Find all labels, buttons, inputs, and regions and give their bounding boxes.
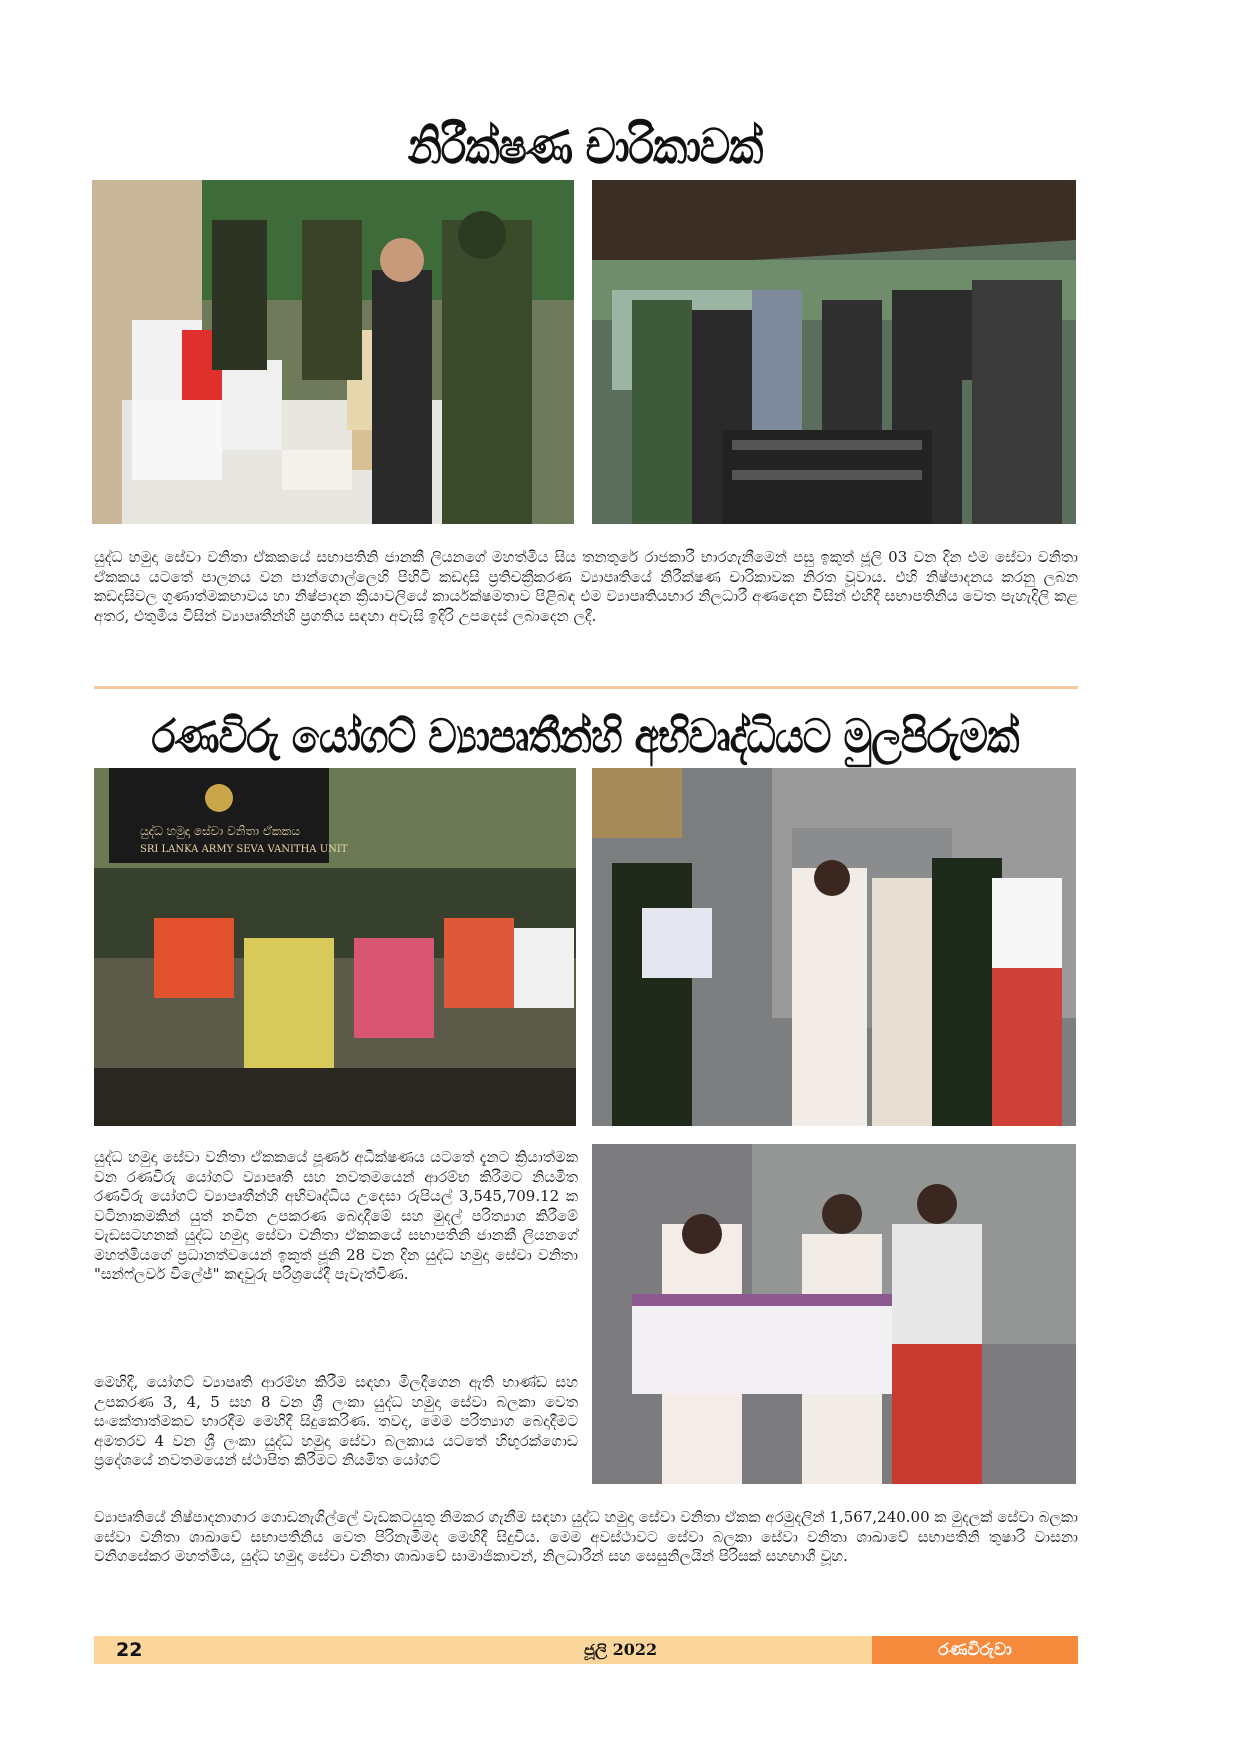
article1-title: නිරීක්ෂණ චාරිකාවක් — [407, 118, 763, 175]
issue-date: ජූලි 2022 — [584, 1640, 658, 1659]
photo-cheque-presentation — [592, 1144, 1076, 1484]
photo-paper-products-inspection — [92, 180, 574, 524]
article2-title: රණවිරු යෝගට් ව්‍යාපෘතීන්හි අභිවෘද්ධියට මුලපිරුමක් — [151, 710, 1019, 764]
section-divider — [94, 686, 1078, 689]
banner-english: SRI LANKA ARMY SEVA VANITHA UNIT — [140, 844, 348, 855]
magazine-name: රණවිරුවා — [872, 1636, 1078, 1664]
article2-paragraph2: මෙහිදී, යෝගට් ව්‍යාපෘති ආරම්භ කිරීම සඳහා මිලදීගෙන ඇති භාණ්ඩ සහ උපකරණ 3, 4, 5 සහ 8 වන ශ්‍රී ලංකා යුද්ධ හමුදා සේවා බලකා වෙත සංකේතාත්මකව භාරදීම මෙහිදී සිදුකෙරිණ. තවද, මෙම පරිත්‍යාග බෙදාදීමට අමතරව 4 වන ශ්‍රී ලංකා යුද්ධ හමුදා සේවා බලකාය යටතේ හිඟුරක්ගොඩ ප්‍රදේශයේ නවතමයෙන් ස්ථාපිත කිරීමට නියමිත යෝගට් — [94, 1373, 578, 1469]
photo-paper-press-inspection — [592, 180, 1076, 524]
article2-paragraph1: යුද්ධ හමුදා සේවා වනිතා ඒකකයේ පූර්ණ අධීක්ෂණය යටතේ දැනට ක්‍රියාත්මක වන රණවිරු යෝගට් ව්‍යාපෘති සහ නවතමයෙන් ආරම්භ කිරීමට නියමිත රණවිරු යෝගට් ව්‍යාපෘතීන්හි අභිවෘද්ධිය උදෙසා රුපියල් 3,545,709.12 ක වටිනාකමකින් යුත් නවීන උපකරණ බෙදාදීමේ සහ මුදල් පරිත්‍යාග කිරීමේ වැඩසටහනක් යුද්ධ හමුදා සේවා වනිතා ඒකකයේ සභාපතිනි ජානකී ලියනගේ මහත්මියගේ ප්‍රධානත්වයෙන් ඉකුත් ජූනි 28 වන දින යුද්ධ හමුදා සේවා වනිතා "සන්ෆ්ලවර් විලේජ්" කඳවුරු පරිශ්‍රයේදී පැවැත්විණ. — [94, 1148, 578, 1283]
page-footer — [94, 1636, 1078, 1664]
article1-paragraph: යුද්ධ හමුදා සේවා වනිතා ඒකකයේ සභාපතිනි ජානකී ලියනගේ මහත්මිය සිය තනතුරේ රාජකාරී භාරගැනීමෙන් පසු ඉකුත් ජූලි 03 වන දින එම සේවා වනිතා ඒකකය යටතේ පාලනය වන පාන්ගොල්ලෙහි පිහිටි කඩදාසි ප්‍රතිචක්‍රීකරණ ව්‍යාපෘතියේ නිරීක්ෂණ චාරිකාවක නිරත වූවාය. එහි නිෂ්පාදනය කරනු ලබන කඩදාසිවල ගුණාත්මකභාවය හා නිෂ්පාදන ක්‍රියාවලියේ කාර්යක්ෂමතාව පිළිබඳ එම ව්‍යාපෘතියභාර නිලධාරී අණදෙන විසින් එහිදී සභාපතිනිය වෙත පැහැදිලි කළ අතර, එතුමිය විසින් ව්‍යාපෘතීන්හි ප්‍රගතිය සඳහා අවැසි ඉදිරි උපදෙස් ලබාදෙන ලදී. — [94, 548, 1078, 625]
banner-sinhala: යුද්ධ හමුදා සේවා වනිතා ඒකකය — [140, 824, 301, 838]
photo-audience-event — [94, 768, 576, 1126]
photo-equipment-handover — [592, 768, 1076, 1126]
page-number: 22 — [116, 1639, 143, 1661]
article2-paragraph3: ව්‍යාපෘතියේ නිෂ්පාදනාගාර ගොඩනැගිල්ලේ වැඩකටයුතු නිමකර ගැනීම සඳහා යුද්ධ හමුදා සේවා වනිතා ඒකක අරමුදලින් 1,567,240.00 ක මුදලක් සේවා බලකා සේවා වනිතා ශාඛාවේ සභාපතිනිය වෙත පිරිනැමීමද මෙහිදී සිදුවිය. මෙම අවස්ථාවට සේවා බලකා සේවා වනිතා ශාඛාවේ සභාපතිනි තුෂාරි වාසනා වනිගසේකර මහත්මිය, යුද්ධ හමුදා සේවා වනිතා ශාඛාවේ සාමාජිකාවන්, නිලධාරීන් සහ සෙසුනිලයින් පිරිසක් සහභාගී වූහ. — [94, 1508, 1078, 1565]
